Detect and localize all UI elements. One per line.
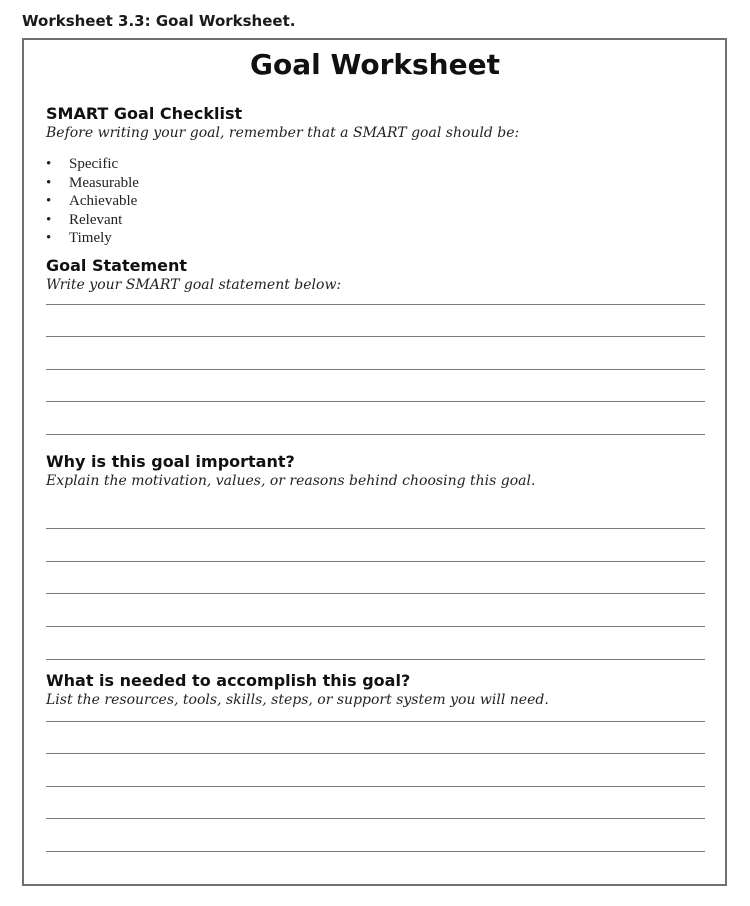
smart-checklist-instruction: Before writing your goal, remember that a SMART goal should be: — [46, 125, 520, 141]
worksheet-caption: Worksheet 3.3: Goal Worksheet. — [22, 12, 296, 30]
checklist-item-label: Specific — [69, 156, 119, 172]
bullet-icon: • — [46, 211, 52, 228]
checklist-item-label: Measurable — [69, 174, 139, 191]
bullet-icon: • — [46, 193, 52, 209]
goal-statement-line-2[interactable] — [46, 336, 705, 337]
why-important-instruction: Explain the motivation, values, or reasons behind choosing this goal. — [46, 473, 536, 489]
page-title: Goal Worksheet — [250, 48, 500, 81]
bullet-icon: • — [46, 230, 52, 246]
checklist-item-label: Timely — [69, 230, 112, 246]
why-important-line-1[interactable] — [46, 528, 705, 529]
goal-statement-instruction: Write your SMART goal statement below: — [46, 277, 342, 293]
needed-line-3[interactable] — [46, 786, 705, 787]
goal-statement-heading: Goal Statement — [46, 256, 188, 275]
why-important-line-5[interactable] — [46, 659, 705, 660]
needed-line-1[interactable] — [46, 721, 705, 722]
checklist-item — [46, 192, 139, 211]
needed-line-2[interactable] — [46, 753, 705, 754]
checklist-item — [46, 174, 139, 193]
bullet-icon: • — [46, 156, 52, 172]
why-important-heading: Why is this goal important? — [46, 452, 295, 471]
checklist-item — [46, 155, 139, 174]
why-important-line-2[interactable] — [46, 561, 705, 562]
checklist-item-label: Achievable — [69, 193, 138, 209]
bullet-icon: • — [46, 174, 52, 191]
smart-checklist — [46, 155, 139, 248]
why-important-line-4[interactable] — [46, 626, 705, 627]
checklist-item — [46, 211, 139, 230]
needed-heading: What is needed to accomplish this goal? — [46, 671, 411, 690]
goal-statement-line-3[interactable] — [46, 369, 705, 370]
why-important-line-3[interactable] — [46, 593, 705, 594]
goal-statement-line-4[interactable] — [46, 401, 705, 402]
checklist-item — [46, 229, 139, 248]
smart-checklist-heading: SMART Goal Checklist — [46, 104, 243, 123]
needed-line-4[interactable] — [46, 818, 705, 819]
needed-instruction: List the resources, tools, skills, steps, or support system you will need. — [46, 692, 549, 708]
checklist-item-label: Relevant — [69, 211, 123, 228]
goal-statement-line-1[interactable] — [46, 304, 705, 305]
goal-statement-line-5[interactable] — [46, 434, 705, 435]
needed-line-5[interactable] — [46, 851, 705, 852]
